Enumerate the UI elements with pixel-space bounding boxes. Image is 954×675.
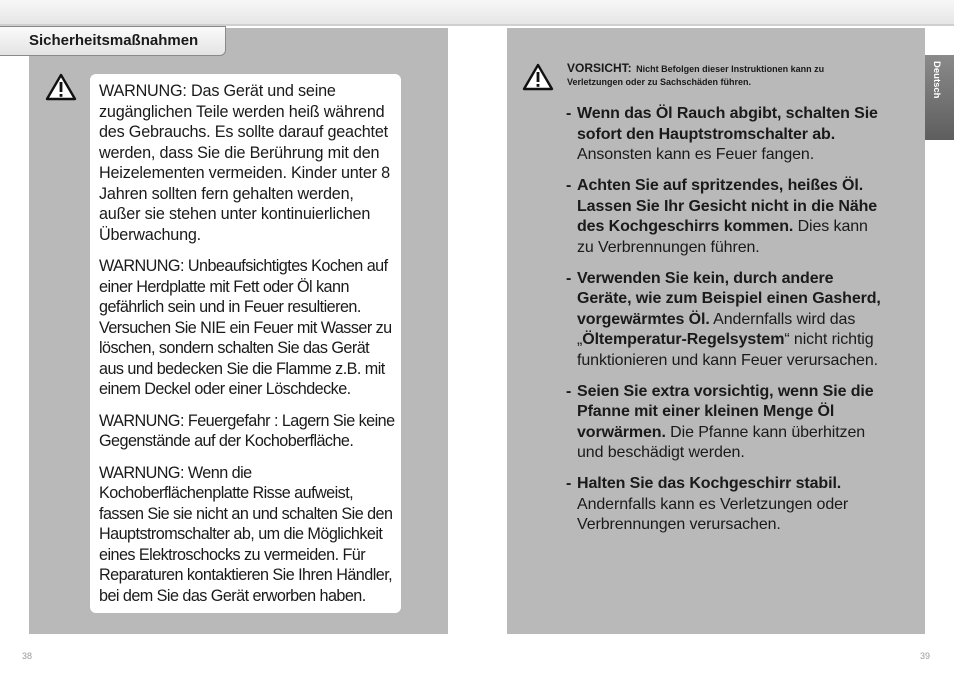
item-text: Die Pfanne kann überhitzen und beschädigt werden. xyxy=(577,423,866,461)
item-bold: Wenn das Öl Rauch abgibt, schalten Sie sofort den Hauptstromschalter ab. xyxy=(577,105,878,143)
item-text: Dies kann zu Verbrennungen führen. xyxy=(577,218,868,256)
list-dash: - xyxy=(566,269,572,287)
caution-list xyxy=(566,104,886,546)
warning-triangle-icon xyxy=(522,63,554,91)
list-dash: - xyxy=(566,382,572,400)
list-item xyxy=(566,176,886,258)
list-dash: - xyxy=(566,177,572,194)
item-text: Andernfalls kann es Verletzungen oder Verbrennungen verursachen. xyxy=(577,495,849,533)
caution-text: Nicht Befolgen dieser Instruktionen kann zu Verletzungen oder zu Sachschäden führen. xyxy=(567,64,825,87)
language-label: Deutsch xyxy=(931,61,942,99)
language-side-tab xyxy=(925,55,954,140)
item-text: “ nicht richtig funktionieren und kann Feuer verursachen. xyxy=(577,331,878,369)
list-dash: - xyxy=(566,475,572,492)
top-bar xyxy=(0,0,954,24)
list-dash: - xyxy=(566,105,572,122)
item-text: Andernfalls wird das „ xyxy=(577,310,856,348)
warning-paragraph: WARNUNG: Unbeaufsichtigtes Kochen auf einer Herdplatte mit Fett oder Öl kann gefährlich sein und in Feuer resultieren. Versuchen Sie NIE ein Feuer mit Wasser zu löschen, sondern schalten Sie das Gerät aus und bedecken Sie die Flamme z.B. mit einem Deckel oder einer Löschdecke. xyxy=(99,257,392,398)
section-title: Sicherheitsmaßnahmen xyxy=(29,32,199,49)
item-bold-inline: Öltemperatur-Regelsystem xyxy=(582,331,785,348)
page-number-left: 38 xyxy=(22,651,33,661)
caution-label: VORSICHT: xyxy=(567,61,632,75)
list-item xyxy=(566,382,886,464)
item-bold: Achten Sie auf spritzendes, heißes Öl. Lassen Sie Ihr Gesicht nicht in die Nähe des Kochgeschirrs kommen. xyxy=(577,177,878,235)
section-header-tab xyxy=(0,26,226,56)
caution-note xyxy=(567,62,867,88)
item-bold: Seien Sie extra vorsichtig, wenn Sie die Pfanne mit einer kleinen Menge Öl vorwärmen. xyxy=(577,382,874,441)
page-number-right: 39 xyxy=(920,651,931,661)
warning-triangle-icon xyxy=(45,73,77,101)
warning-paragraph: WARNUNG: Wenn die Kochoberflächenplatte Risse aufweist, fassen Sie sie nicht an und schalten Sie den Hauptstromschalter ab, um die Möglichkeit eines Elektroschocks zu vermeiden. Für Reparaturen kontaktieren Sie Ihren Händler, bei dem Sie das Gerät erworben haben. xyxy=(99,463,393,605)
warning-paragraph: WARNUNG: Das Gerät und seine zugänglichen Teile werden heiß während des Gebrauchs. Es sollte darauf geachtet werden, dass Sie die Berührung mit den Heizelementen vermeiden. Kinder unter 8 Jahren sollten fern gehalten werden, außer sie stehen unter kontinuierlichen Überwachung. xyxy=(99,82,390,244)
list-item xyxy=(566,104,886,166)
list-item xyxy=(566,474,886,536)
item-bold: Halten Sie das Kochgeschirr stabil. xyxy=(577,475,842,492)
list-item xyxy=(566,269,886,372)
item-text: Ansonsten kann es Feuer fangen. xyxy=(577,146,815,163)
warnings-card xyxy=(90,74,401,613)
item-bold: Verwenden Sie kein, durch andere Geräte, wie zum Beispiel einen Gasherd, vorgewärmtes Öl. xyxy=(577,269,881,328)
warning-paragraph: WARNUNG: Feuergefahr : Lagern Sie keine Gegenstände auf der Kochoberfläche. xyxy=(99,411,395,450)
